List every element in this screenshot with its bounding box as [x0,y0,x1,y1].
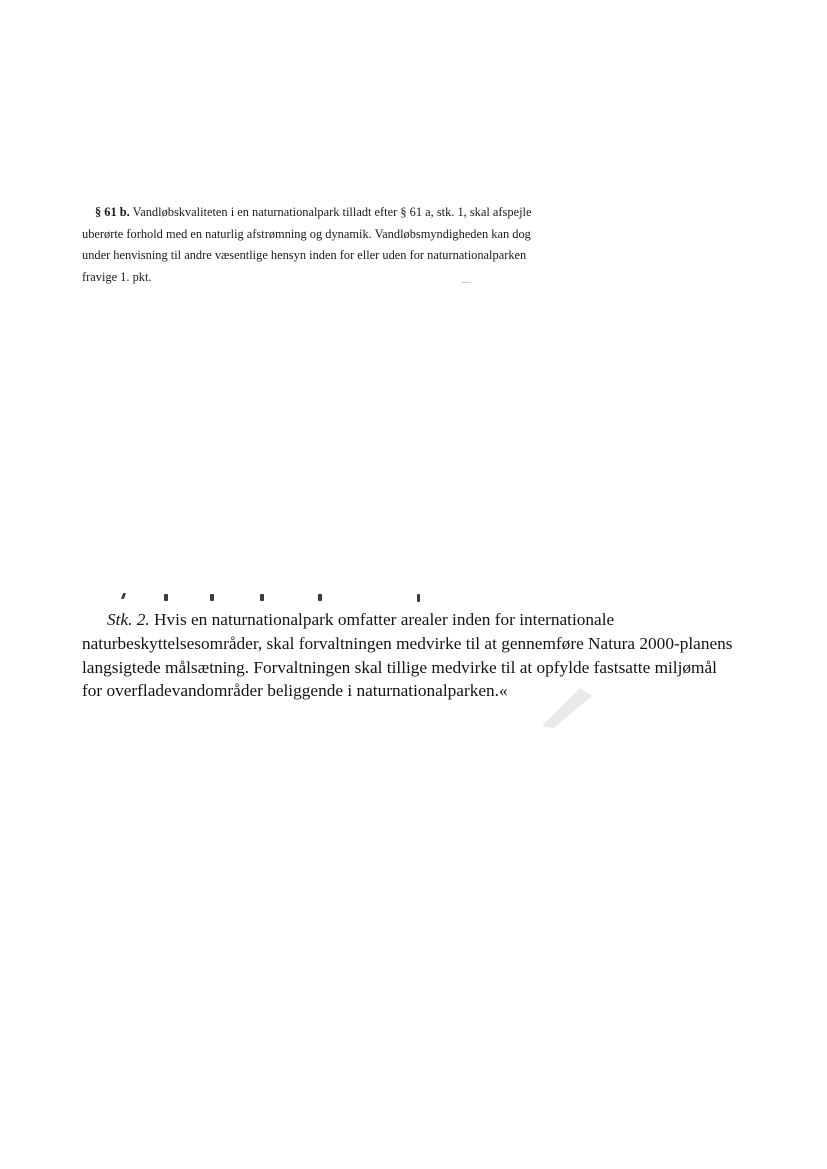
stk2-line-4: for overfladevandområder beliggende i naturnationalparken.« [82,681,508,701]
section-61b-paragraph [82,202,582,288]
stk2-line-1 [82,608,742,632]
stray-scan-mark [462,282,471,283]
section-61b-heading: § 61 b. [95,205,130,219]
cropped-text-fragment [120,590,440,604]
stk2-text: Hvis en naturnationalpark omfatter arealer inden for internationale [154,610,615,629]
section-61b-line-3: under henvisning til andre væsentlige hensyn inden for eller uden for naturnationalparken [82,248,527,263]
stk2-line-3: langsigtede målsætning. Forvaltningen skal tillige medvirke til at opfylde fastsatte miljømål [82,657,717,677]
stk2-paragraph [82,608,742,703]
stk2-line-2: naturbeskyttelsesområder, skal forvaltningen medvirke til at gennemføre Natura 2000-planens [82,633,733,653]
section-61b-line-2: uberørte forhold med en naturlig afstrømning og dynamik. Vandløbsmyndigheden kan dog [82,226,531,241]
section-61b-line-4: fravige 1. pkt. [82,269,152,284]
stk2-label: Stk. 2. [107,610,150,629]
section-61b-text: Vandløbskvaliteten i en naturnationalpark tilladt efter § 61 a, stk. 1, skal afspejle [132,205,532,219]
section-61b-line-1 [82,202,582,224]
